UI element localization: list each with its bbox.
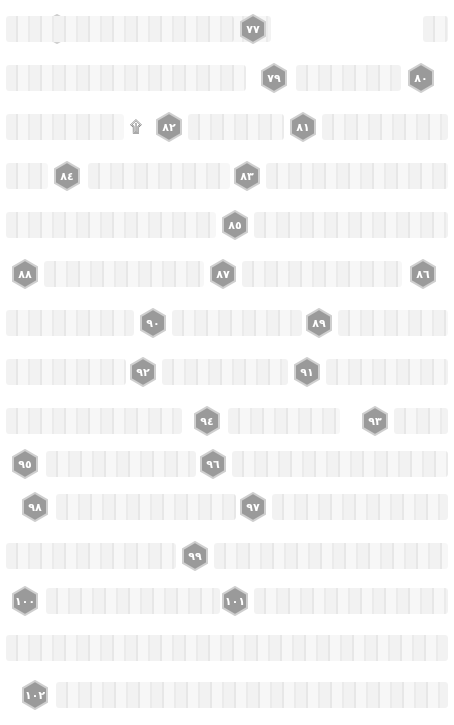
- verse-text: [46, 588, 220, 614]
- ayah-marker: ٨٤: [52, 161, 82, 191]
- verse-text: [214, 543, 448, 569]
- text-line: [6, 580, 448, 622]
- ayah-marker: ٩٧: [238, 492, 268, 522]
- text-line: [6, 400, 448, 442]
- ayah-marker: ١٠٢: [20, 680, 50, 710]
- verse-text: [394, 408, 448, 434]
- ayah-marker: ٨٥: [220, 210, 250, 240]
- verse-text: [46, 451, 196, 477]
- ayah-marker: ٨٩: [304, 308, 334, 338]
- verse-text: [172, 310, 302, 336]
- text-line: [6, 674, 448, 716]
- ayah-marker: ٨١: [288, 112, 318, 142]
- ayah-marker: ٩٥: [10, 449, 40, 479]
- verse-text: [6, 212, 216, 238]
- verse-text: [296, 65, 401, 91]
- ayah-marker: ٩٦: [198, 449, 228, 479]
- verse-text: [6, 16, 234, 42]
- verse-text: [266, 163, 448, 189]
- ayah-marker: ٩٨: [20, 492, 50, 522]
- verse-text: [423, 16, 448, 42]
- verse-text: [6, 65, 246, 91]
- ayah-marker: ٨٧: [208, 259, 238, 289]
- text-line: [6, 155, 448, 197]
- text-line: [6, 302, 448, 344]
- verse-text: [6, 114, 124, 140]
- verse-text: [6, 310, 134, 336]
- text-line: [6, 253, 448, 295]
- ayah-marker: ٩٩: [180, 541, 210, 571]
- ayah-marker: ٨٢: [154, 112, 184, 142]
- text-line: [6, 106, 448, 148]
- verse-text: [254, 212, 448, 238]
- verse-text: [88, 163, 230, 189]
- ayah-marker: ٨٨: [10, 259, 40, 289]
- verse-text: [338, 310, 448, 336]
- verse-text: [326, 359, 448, 385]
- ayah-marker: ٨٣: [232, 161, 262, 191]
- text-line: [6, 8, 448, 50]
- ayah-marker: ٩٠: [138, 308, 168, 338]
- ayah-marker: ٨٠: [406, 63, 436, 93]
- verse-text: [6, 543, 176, 569]
- verse-text: [254, 588, 448, 614]
- ayah-marker: ١٠٠: [10, 586, 40, 616]
- verse-text: [44, 261, 204, 287]
- ayah-marker: ٩٢: [128, 357, 158, 387]
- ayah-marker: ٧٧: [238, 14, 268, 44]
- verse-text: [162, 359, 288, 385]
- verse-text: [56, 494, 236, 520]
- verse-text: [232, 451, 448, 477]
- ayah-marker: ٧٩: [259, 63, 289, 93]
- ayah-marker: ٨٦: [408, 259, 438, 289]
- text-line: [6, 443, 448, 485]
- verse-text: [242, 261, 402, 287]
- verse-text: [188, 114, 284, 140]
- text-line: [6, 351, 448, 393]
- verse-text: [6, 359, 126, 385]
- text-line: [6, 627, 448, 669]
- text-line: [6, 486, 448, 528]
- verse-text: [6, 635, 448, 661]
- text-line: [6, 204, 448, 246]
- verse-text: [6, 163, 48, 189]
- sajda-mark-icon: ۩: [129, 117, 143, 136]
- verse-text: [228, 408, 340, 434]
- text-line: [6, 535, 448, 577]
- ayah-marker: ٩٤: [192, 406, 222, 436]
- ayah-marker: ١٠١: [220, 586, 250, 616]
- ayah-marker: ٩١: [292, 357, 322, 387]
- text-line: [6, 57, 448, 99]
- ayah-marker: ٩٣: [360, 406, 390, 436]
- verse-text: [56, 682, 448, 708]
- verse-text: [272, 494, 448, 520]
- verse-text: [6, 408, 182, 434]
- verse-text: [322, 114, 448, 140]
